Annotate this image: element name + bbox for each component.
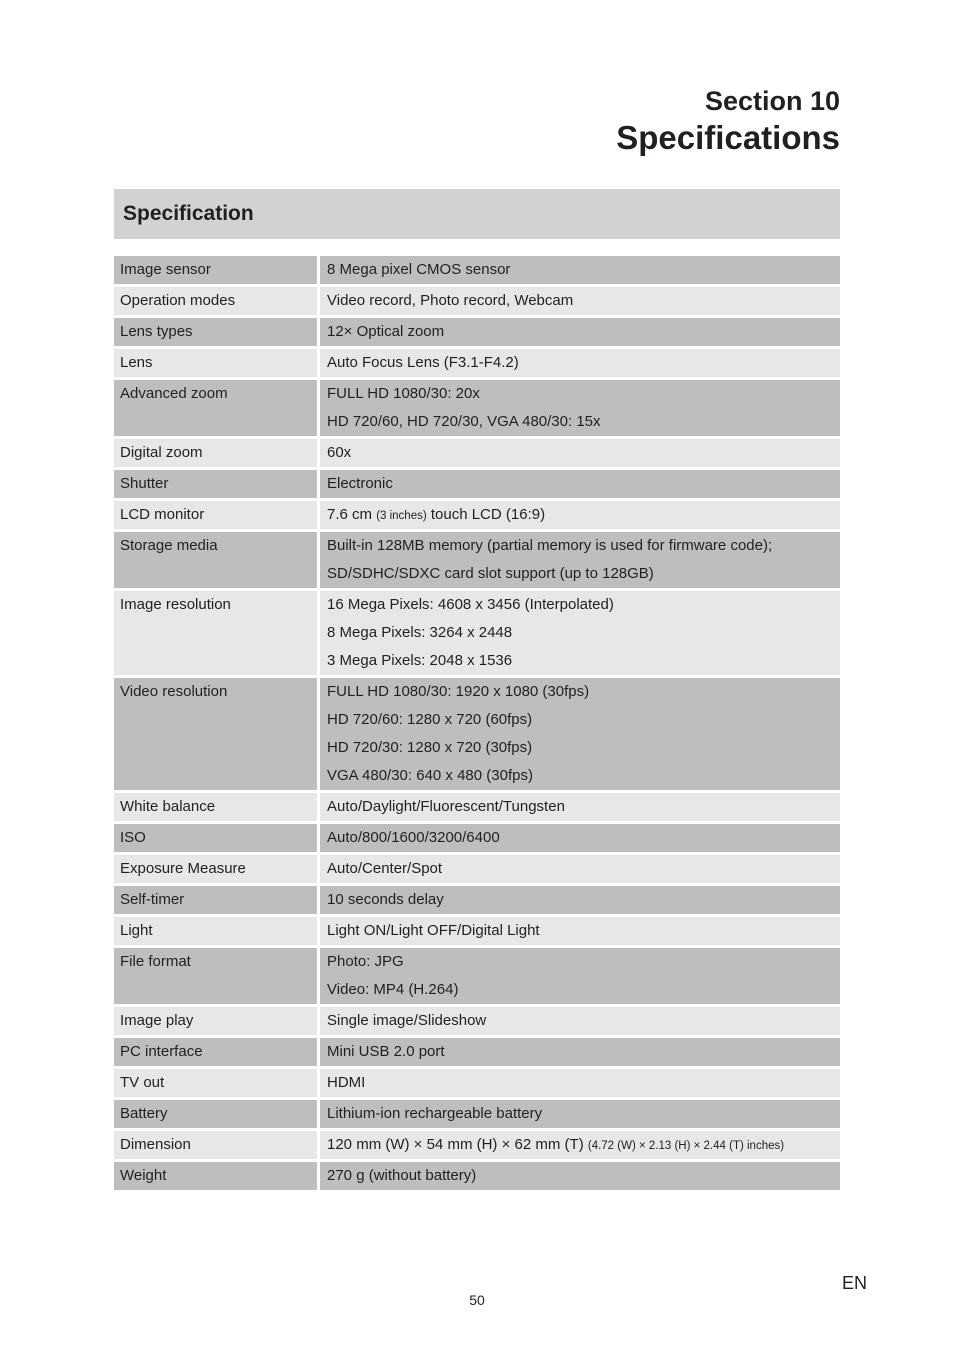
spec-value-line: SD/SDHC/SDXC card slot support (up to 128GB) [327, 565, 654, 582]
spec-row [114, 349, 840, 377]
spec-label-text: Storage media [120, 537, 218, 554]
spec-value [320, 1100, 840, 1128]
spec-value [320, 886, 840, 914]
spec-value-line: HDMI [327, 1074, 366, 1091]
spec-label [114, 886, 317, 914]
page-number: 50 [469, 1292, 485, 1308]
spec-value-line: Photo: JPG [327, 953, 404, 970]
spec-label-text: Shutter [120, 475, 169, 492]
spec-row [114, 678, 840, 790]
spec-row [114, 948, 840, 1004]
spec-value-line: 16 Mega Pixels: 4608 x 3456 (Interpolated) [327, 596, 614, 613]
spec-row [114, 1131, 840, 1159]
spec-label-text: LCD monitor [120, 506, 205, 523]
spec-row [114, 532, 840, 588]
spec-label [114, 824, 317, 852]
spec-value-line: 270 g (without battery) [327, 1167, 477, 1184]
spec-label-text: Exposure Measure [120, 860, 246, 877]
spec-value [320, 470, 840, 498]
spec-label [114, 917, 317, 945]
spec-label-text: Light [120, 922, 153, 939]
spec-row [114, 1162, 840, 1190]
spec-value-line: Electronic [327, 475, 393, 492]
spec-label [114, 470, 317, 498]
spec-label-text: Image play [120, 1012, 194, 1029]
spec-label [114, 439, 317, 467]
spec-value-line: Auto/800/1600/3200/6400 [327, 829, 500, 846]
spec-label [114, 793, 317, 821]
spec-label [114, 287, 317, 315]
spec-value [320, 591, 840, 675]
spec-value-line: 8 Mega Pixels: 3264 x 2448 [327, 624, 513, 641]
spec-value-main: 120 mm (W) × 54 mm (H) × 62 mm (T) [327, 1136, 588, 1153]
spec-value [320, 1131, 840, 1159]
spec-value-line: Auto/Daylight/Fluorescent/Tungsten [327, 798, 565, 815]
spec-value-line: Lithium-ion rechargeable battery [327, 1105, 543, 1122]
language-code: EN [841, 1273, 867, 1293]
spec-label-text: Self-timer [120, 891, 185, 908]
spec-row [114, 824, 840, 852]
spec-row [114, 256, 840, 284]
spec-value-main: 7.6 cm [327, 506, 377, 523]
spec-value-line: Video: MP4 (H.264) [327, 981, 459, 998]
spec-label [114, 532, 317, 588]
spec-row [114, 470, 840, 498]
section-title: Specifications [616, 119, 840, 156]
spec-label-text: File format [120, 953, 191, 970]
spec-value [320, 318, 840, 346]
spec-label [114, 678, 317, 790]
spec-row [114, 1007, 840, 1035]
specification-band [114, 189, 840, 239]
spec-value-line: FULL HD 1080/30: 1920 x 1080 (30fps) [327, 683, 590, 700]
spec-label-text: Digital zoom [120, 444, 203, 461]
spec-row [114, 1069, 840, 1097]
spec-value-line: Video record, Photo record, Webcam [327, 292, 574, 309]
spec-row [114, 591, 840, 675]
spec-label-text: Weight [120, 1167, 167, 1184]
spec-value-line: 12× Optical zoom [327, 323, 445, 340]
spec-label-text: Image resolution [120, 596, 231, 613]
spec-value-line: HD 720/60: 1280 x 720 (60fps) [327, 711, 533, 728]
spec-value-line: FULL HD 1080/30: 20x [327, 385, 480, 402]
spec-value [320, 349, 840, 377]
spec-label-text: TV out [120, 1074, 165, 1091]
spec-value [320, 1069, 840, 1097]
spec-label [114, 1069, 317, 1097]
spec-value-line: 8 Mega pixel CMOS sensor [327, 261, 511, 278]
spec-value [320, 793, 840, 821]
spec-value-line: VGA 480/30: 640 x 480 (30fps) [327, 767, 533, 784]
spec-row [114, 793, 840, 821]
spec-row [114, 287, 840, 315]
spec-value-tail: touch LCD (16:9) [426, 506, 546, 523]
spec-value [320, 1162, 840, 1190]
spec-value [320, 948, 840, 1004]
spec-value [320, 1038, 840, 1066]
spec-value-line: Auto Focus Lens (F3.1-F4.2) [327, 354, 519, 371]
spec-value [320, 532, 840, 588]
spec-value-line: Built-in 128MB memory (partial memory is used for firmware code); [327, 537, 773, 554]
spec-value-note: (3 inches) [376, 510, 427, 522]
spec-label-text: White balance [120, 798, 216, 815]
spec-label [114, 349, 317, 377]
spec-row [114, 380, 840, 436]
spec-label [114, 948, 317, 1004]
section-number: Section 10 [704, 86, 840, 116]
spec-label-text: Lens [120, 354, 153, 371]
spec-row [114, 1100, 840, 1128]
spec-label [114, 591, 317, 675]
spec-value [320, 501, 840, 529]
spec-value-line: 60x [327, 444, 352, 461]
spec-label-text: Advanced zoom [120, 385, 228, 402]
spec-value [320, 256, 840, 284]
spec-label-text: Battery [120, 1105, 168, 1122]
spec-label-text: Lens types [120, 323, 193, 340]
band-title: Specification [123, 202, 254, 225]
section-heading [616, 84, 840, 158]
spec-label-text: Video resolution [120, 683, 228, 700]
spec-value [320, 855, 840, 883]
spec-label-text: ISO [120, 829, 146, 846]
spec-value-note: (4.72 (W) × 2.13 (H) × 2.44 (T) inches) [587, 1140, 785, 1152]
spec-label [114, 318, 317, 346]
spec-value-line: Light ON/Light OFF/Digital Light [327, 922, 540, 939]
spec-label-text: PC interface [120, 1043, 203, 1060]
spec-row [114, 886, 840, 914]
spec-value [320, 824, 840, 852]
spec-label [114, 501, 317, 529]
spec-value [320, 678, 840, 790]
spec-value [320, 380, 840, 436]
spec-row [114, 501, 840, 529]
spec-value-line: Mini USB 2.0 port [327, 1043, 445, 1060]
spec-value-line: 3 Mega Pixels: 2048 x 1536 [327, 652, 513, 669]
spec-label [114, 855, 317, 883]
spec-value [320, 439, 840, 467]
spec-value-line [327, 501, 840, 529]
spec-value-line: Single image/Slideshow [327, 1012, 487, 1029]
spec-row [114, 318, 840, 346]
spec-row [114, 439, 840, 467]
spec-value-line: HD 720/30: 1280 x 720 (30fps) [327, 739, 533, 756]
spec-row [114, 917, 840, 945]
spec-value-line: 10 seconds delay [327, 891, 444, 908]
spec-value [320, 917, 840, 945]
spec-label [114, 1100, 317, 1128]
spec-label [114, 1038, 317, 1066]
spec-label-text: Dimension [120, 1136, 191, 1153]
spec-label-text: Operation modes [120, 292, 236, 309]
spec-label [114, 380, 317, 436]
spec-value [320, 287, 840, 315]
spec-label [114, 1131, 317, 1159]
spec-value-line: Auto/Center/Spot [327, 860, 443, 877]
spec-value-line [327, 1131, 840, 1159]
spec-label [114, 1007, 317, 1035]
spec-label [114, 256, 317, 284]
spec-label [114, 1162, 317, 1190]
spec-label-text: Image sensor [120, 261, 211, 278]
spec-row [114, 855, 840, 883]
spec-row [114, 1038, 840, 1066]
spec-value [320, 1007, 840, 1035]
spec-table [114, 256, 840, 1193]
spec-value-line: HD 720/60, HD 720/30, VGA 480/30: 15x [327, 413, 601, 430]
